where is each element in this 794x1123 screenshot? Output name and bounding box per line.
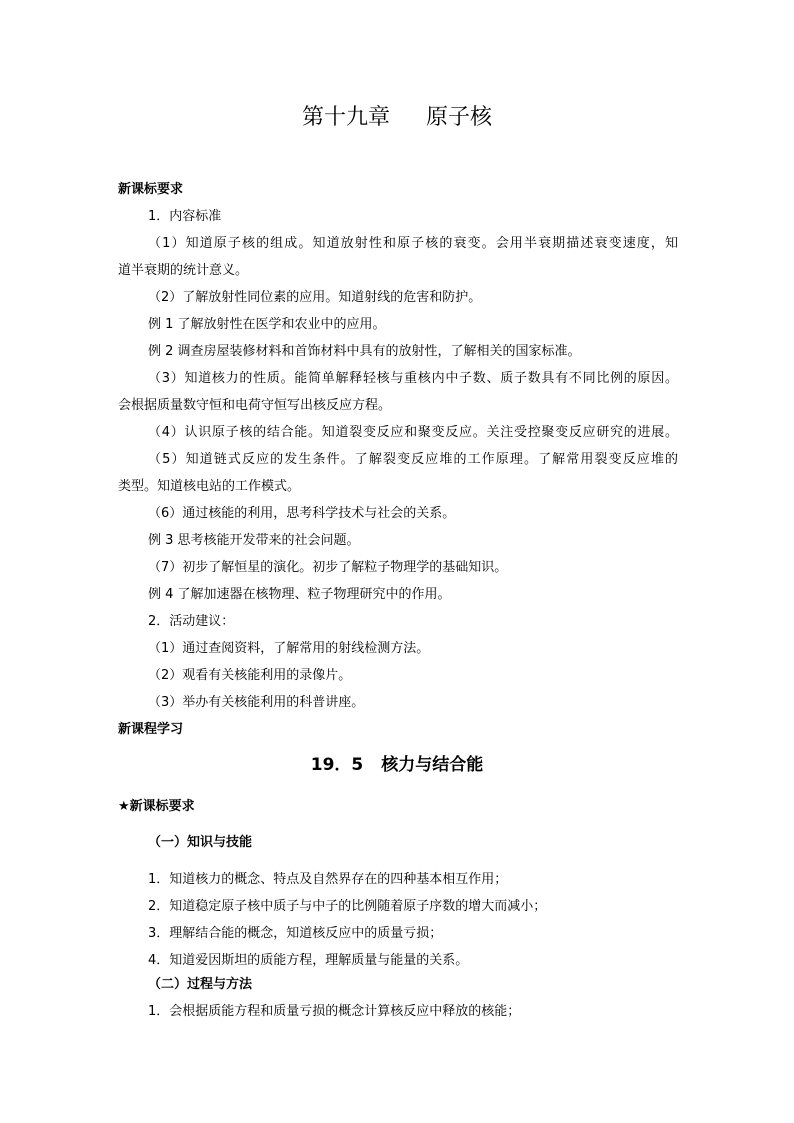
example-2: 例 2 调查房屋装修材料和首饰材料中具有的放射性，了解相关的国家标准。: [148, 344, 581, 359]
lesson-title: [0, 753, 794, 777]
standard-6: （6）通过核能的利用，思考科学技术与社会的关系。: [148, 506, 456, 521]
chapter-name: 原子核: [426, 105, 493, 130]
content-standard-heading: 1．内容标准: [148, 209, 222, 224]
example-3: 例 3 思考核能开发带来的社会问题。: [148, 533, 360, 548]
example-4: 例 4 了解加速器在核物理、粒子物理研究中的作用。: [148, 587, 451, 602]
knowledge-skills-heading: （一）知识与技能: [148, 835, 253, 850]
activity-2: （2）观看有关核能利用的录像片。: [148, 668, 352, 683]
standard-3-line-1: （3）知道核力的性质。能简单解释轻核与重核内中子数、质子数具有不同比例的原因。: [148, 371, 678, 386]
lesson-name: 核力与结合能: [381, 755, 484, 775]
section-heading-new-course: 新课程学习: [118, 722, 184, 737]
knowledge-1: 1．知道核力的概念、特点及自然界存在的四种基本相互作用；: [148, 872, 508, 887]
section-heading-star-requirements: ★新课标要求: [118, 799, 195, 814]
activity-suggestions-heading: 2．活动建议：: [148, 614, 235, 629]
standard-5-line-1: （5）知道链式反应的发生条件。了解裂变反应堆的工作原理。了解常用裂变反应堆的: [148, 452, 678, 467]
standard-5-line-2: 类型。知道核电站的工作模式。: [118, 479, 301, 494]
standard-1-line-2: 道半衰期的统计意义。: [118, 263, 249, 278]
activity-1: （1）通过查阅资料，了解常用的射线检测方法。: [148, 641, 430, 656]
standard-3-line-2: 会根据质量数守恒和电荷守恒写出核反应方程。: [118, 398, 392, 413]
standard-1-line-1: （1）知道原子核的组成。知道放射性和原子核的衰变。会用半衰期描述衰变速度，知: [148, 236, 678, 251]
chapter-number: 第十九章: [301, 105, 390, 130]
method-1: 1．会根据质能方程和质量亏损的概念计算核反应中释放的核能；: [148, 1004, 521, 1019]
standard-2: （2）了解放射性同位素的应用。知道射线的危害和防护。: [148, 290, 482, 305]
activity-3: （3）举办有关核能利用的科普讲座。: [148, 695, 365, 710]
lesson-number: 19．5: [310, 755, 364, 775]
process-methods-heading: （二）过程与方法: [148, 977, 253, 992]
standard-4: （4）认识原子核的结合能。知道裂变反应和聚变反应。关注受控聚变反应研究的进展。: [148, 425, 678, 440]
standard-7: （7）初步了解恒星的演化。初步了解粒子物理学的基础知识。: [148, 560, 508, 575]
section-heading-requirements: 新课标要求: [118, 182, 184, 197]
example-1: 例 1 了解放射性在医学和农业中的应用。: [148, 317, 386, 332]
knowledge-4: 4．知道爱因斯坦的质能方程，理解质量与能量的关系。: [148, 953, 469, 968]
chapter-title: [0, 104, 794, 132]
knowledge-2: 2．知道稳定原子核中质子与中子的比例随着原子序数的增大而减小；: [148, 899, 547, 914]
knowledge-3: 3．理解结合能的概念，知道核反应中的质量亏损；: [148, 926, 443, 941]
